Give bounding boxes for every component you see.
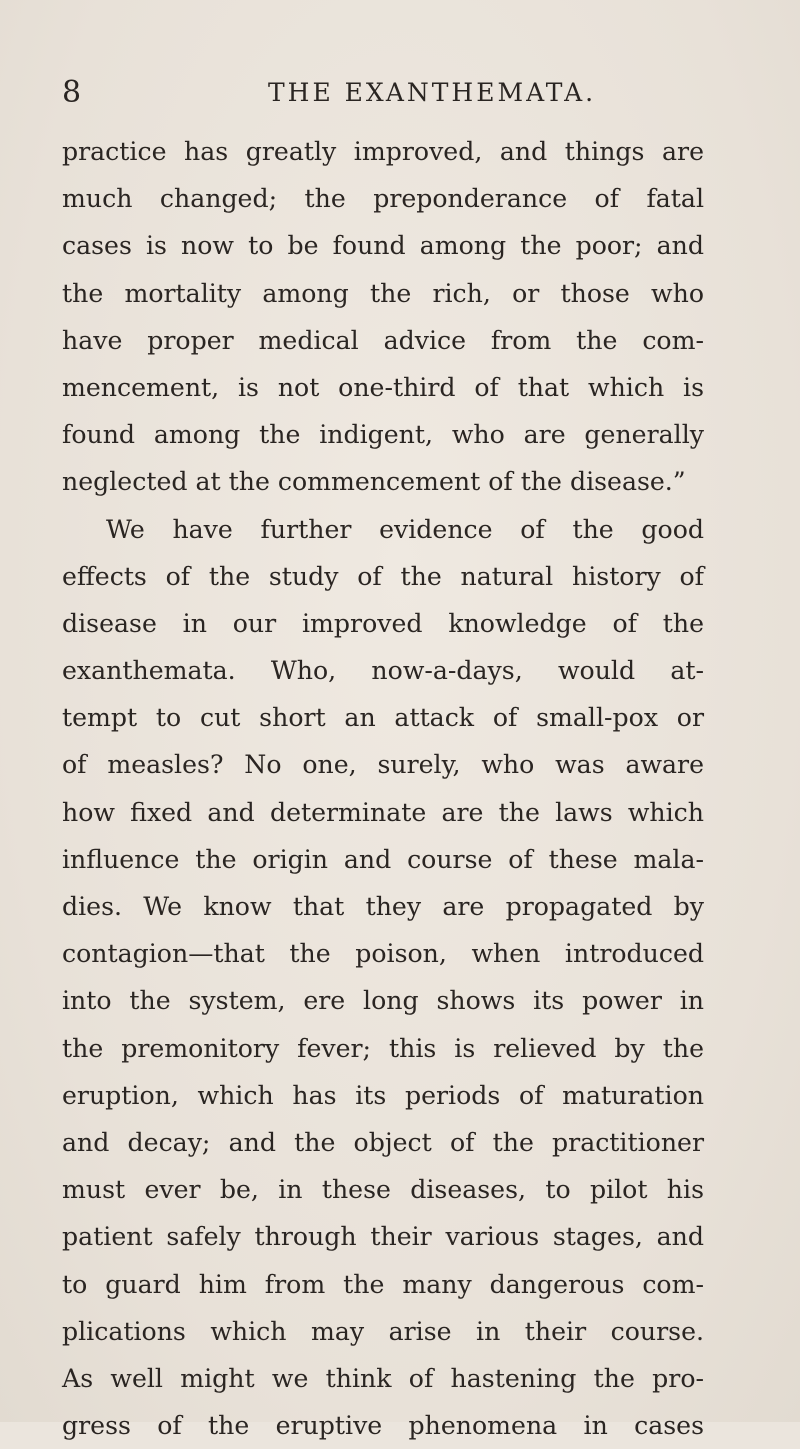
text-line: influence the origin and course of these mala- xyxy=(62,844,704,874)
text-line: found among the indigent, who are generally xyxy=(62,420,704,450)
running-title: THE EXANTHEMATA. xyxy=(268,78,597,107)
text-line: the mortality among the rich, or those who xyxy=(62,278,704,308)
text-line: must ever be, in these diseases, to pilot his xyxy=(62,1175,704,1205)
text-line: to guard him from the many dangerous com- xyxy=(62,1269,704,1299)
text-line: much changed; the preponderance of fatal xyxy=(62,184,704,214)
text-line: patient safely through their various stages, and xyxy=(62,1222,704,1252)
text-line: plications which may arise in their course. xyxy=(62,1316,704,1346)
text-line: the premonitory fever; this is relieved by the xyxy=(62,1033,704,1063)
running-head xyxy=(62,73,742,113)
text-line: exanthemata. Who, now-a-days, would at- xyxy=(62,656,704,686)
text-line: cases is now to be found among the poor; and xyxy=(62,231,704,261)
text-line: into the system, ere long shows its power in xyxy=(62,986,704,1016)
text-line: As well might we think of hastening the pro- xyxy=(62,1363,704,1393)
text-line: of measles? No one, surely, who was aware xyxy=(62,750,704,780)
text-line: mencement, is not one-third of that which is xyxy=(62,372,704,402)
text-line: practice has greatly improved, and things are xyxy=(62,137,704,166)
text-line: and decay; and the object of the practitioner xyxy=(62,1127,704,1157)
text-line: tempt to cut short an attack of small-pox or xyxy=(62,703,704,733)
text-line: gress of the eruptive phenomena in cases xyxy=(62,1411,704,1441)
text-line: We have further evidence of the good xyxy=(106,514,704,544)
text-line: eruption, which has its periods of maturation xyxy=(62,1080,704,1110)
text-line: neglected at the commencement of the disease.” xyxy=(62,467,686,497)
page-number: 8 xyxy=(62,75,82,110)
text-line: have proper medical advice from the com- xyxy=(62,325,704,355)
text-line: contagion—that the poison, when introduced xyxy=(62,939,704,969)
text-line: how fixed and determinate are the laws which xyxy=(62,797,704,827)
text-line: disease in our improved knowledge of the xyxy=(62,608,704,638)
body-text xyxy=(62,128,704,1449)
text-line: effects of the study of the natural history of xyxy=(62,561,704,591)
text-line: dies. We know that they are propagated by xyxy=(62,892,704,921)
